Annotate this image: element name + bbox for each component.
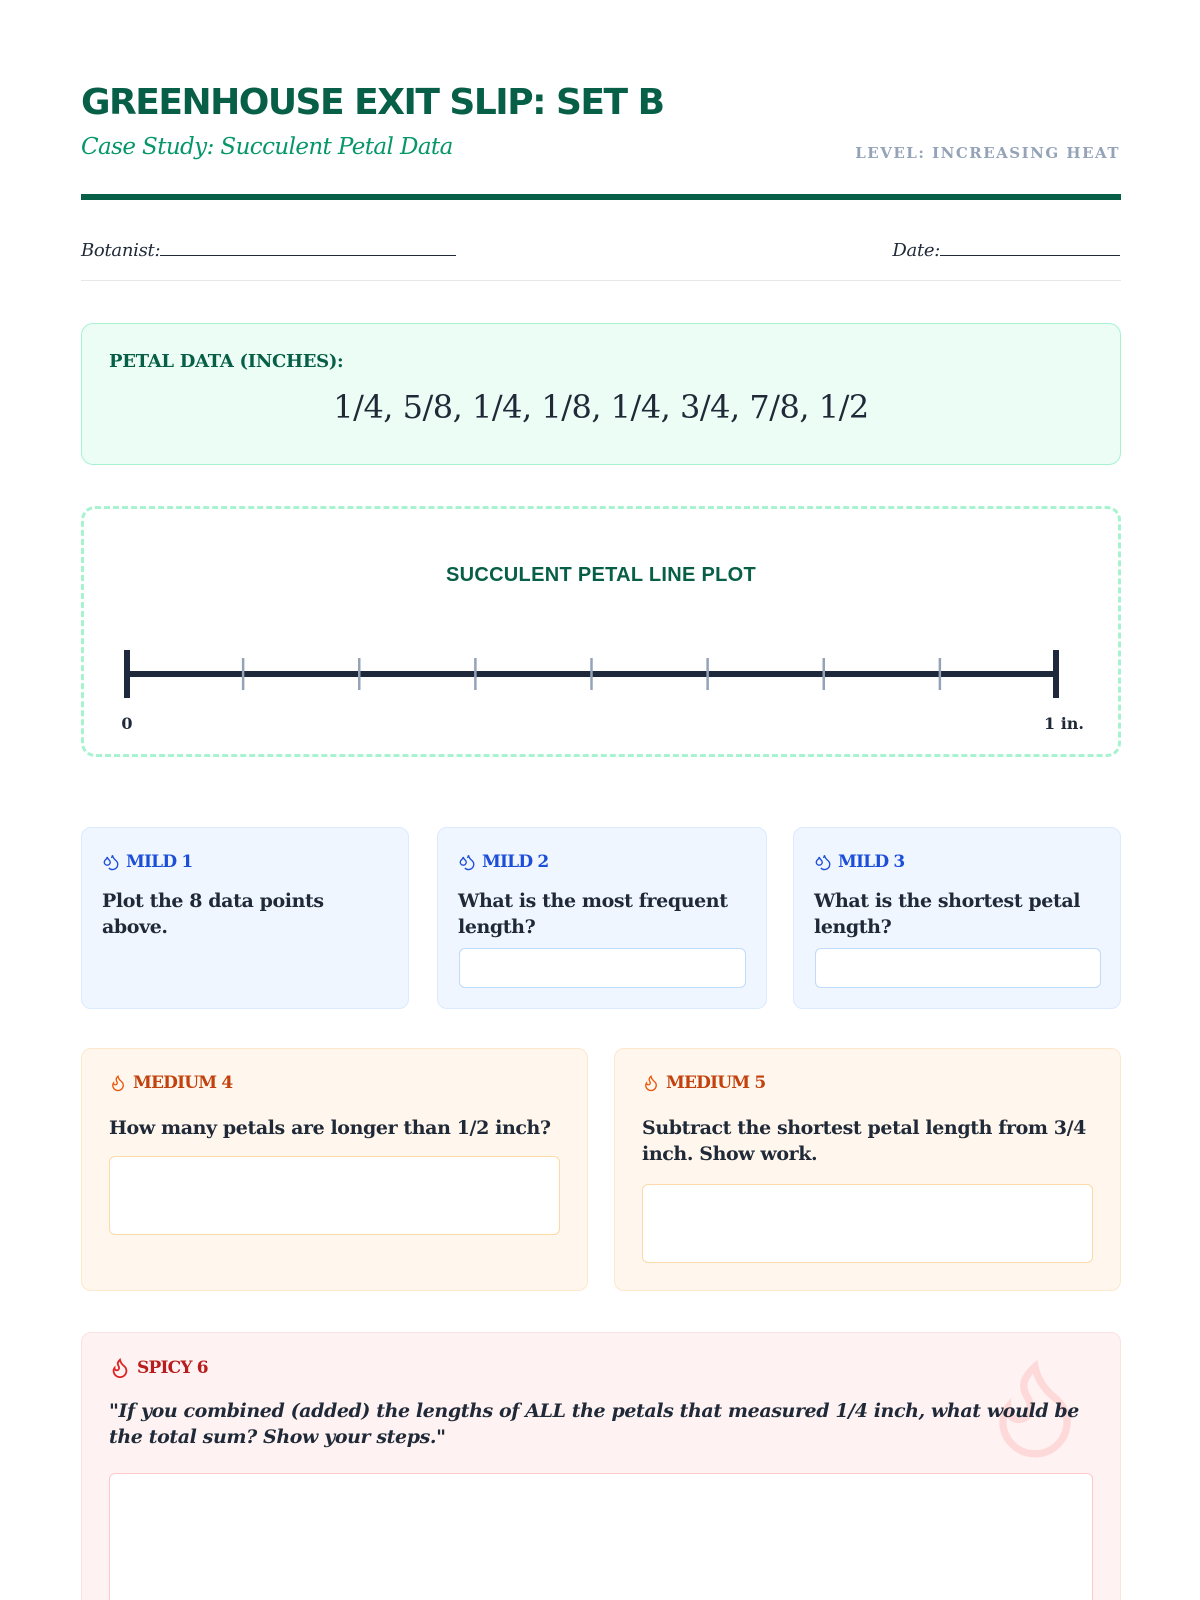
- page-subtitle: Case Study: Succulent Petal Data: [81, 134, 453, 160]
- question-card-mild-1: [81, 827, 409, 1009]
- question-text: What is the most frequent length?: [458, 890, 728, 938]
- line-plot[interactable]: [84, 509, 1124, 760]
- question-tag: MEDIUM 5: [642, 1073, 765, 1093]
- botanist-field: [81, 240, 456, 261]
- question-card-mild-2: [437, 827, 767, 1009]
- question-card-mild-3: [793, 827, 1121, 1009]
- number-line-end-label: 1 in.: [1044, 714, 1084, 733]
- answer-input[interactable]: [459, 948, 746, 988]
- question-card-medium-4: [81, 1048, 588, 1291]
- droplets-icon: [102, 853, 120, 871]
- flame-icon: [642, 1074, 660, 1092]
- page-title: GREENHOUSE EXIT SLIP: SET B: [81, 82, 664, 123]
- flame-icon: [109, 1074, 127, 1092]
- question-tag: MILD 1: [102, 852, 192, 872]
- date-label: Date:: [892, 240, 940, 261]
- petal-data-label: PETAL DATA (INCHES):: [109, 351, 344, 372]
- answer-input[interactable]: [815, 948, 1101, 988]
- question-text: Subtract the shortest petal length from 3/4 inch. Show work.: [642, 1117, 1086, 1165]
- answer-input[interactable]: [642, 1184, 1093, 1263]
- answer-input[interactable]: [109, 1156, 560, 1235]
- question-card-spicy-6: [81, 1332, 1121, 1600]
- petal-data-box: [81, 323, 1121, 465]
- droplets-icon: [458, 853, 476, 871]
- droplets-icon: [814, 853, 832, 871]
- question-text: "If you combined (added) the lengths of ALL the petals that measured 1/4 inch, what would be the total sum? Show your steps.": [109, 1400, 1079, 1448]
- number-line-start-label: 0: [121, 714, 133, 733]
- petal-data-values: 1/4, 5/8, 1/4, 1/8, 1/4, 3/4, 7/8, 1/2: [333, 388, 869, 426]
- line-plot-box: [81, 506, 1121, 757]
- meta-divider: [81, 280, 1121, 281]
- question-text: Plot the 8 data points above.: [102, 890, 324, 938]
- question-tag: MILD 2: [458, 852, 548, 872]
- question-tag: SPICY 6: [109, 1357, 208, 1379]
- question-tag: MEDIUM 4: [109, 1073, 232, 1093]
- question-card-medium-5: [614, 1048, 1121, 1291]
- question-text: What is the shortest petal length?: [814, 890, 1081, 938]
- botanist-label: Botanist:: [81, 240, 161, 261]
- answer-input[interactable]: [109, 1473, 1093, 1600]
- question-text: How many petals are longer than 1/2 inch?: [109, 1117, 551, 1139]
- flame-icon: [109, 1357, 131, 1379]
- line-plot-title: SUCCULENT PETAL LINE PLOT: [445, 564, 757, 586]
- level-label: LEVEL: INCREASING HEAT: [855, 144, 1120, 162]
- question-tag: MILD 3: [814, 852, 904, 872]
- botanist-blank[interactable]: [160, 242, 456, 256]
- date-field: [892, 240, 1120, 261]
- header-divider: [81, 194, 1121, 200]
- date-blank[interactable]: [940, 242, 1120, 256]
